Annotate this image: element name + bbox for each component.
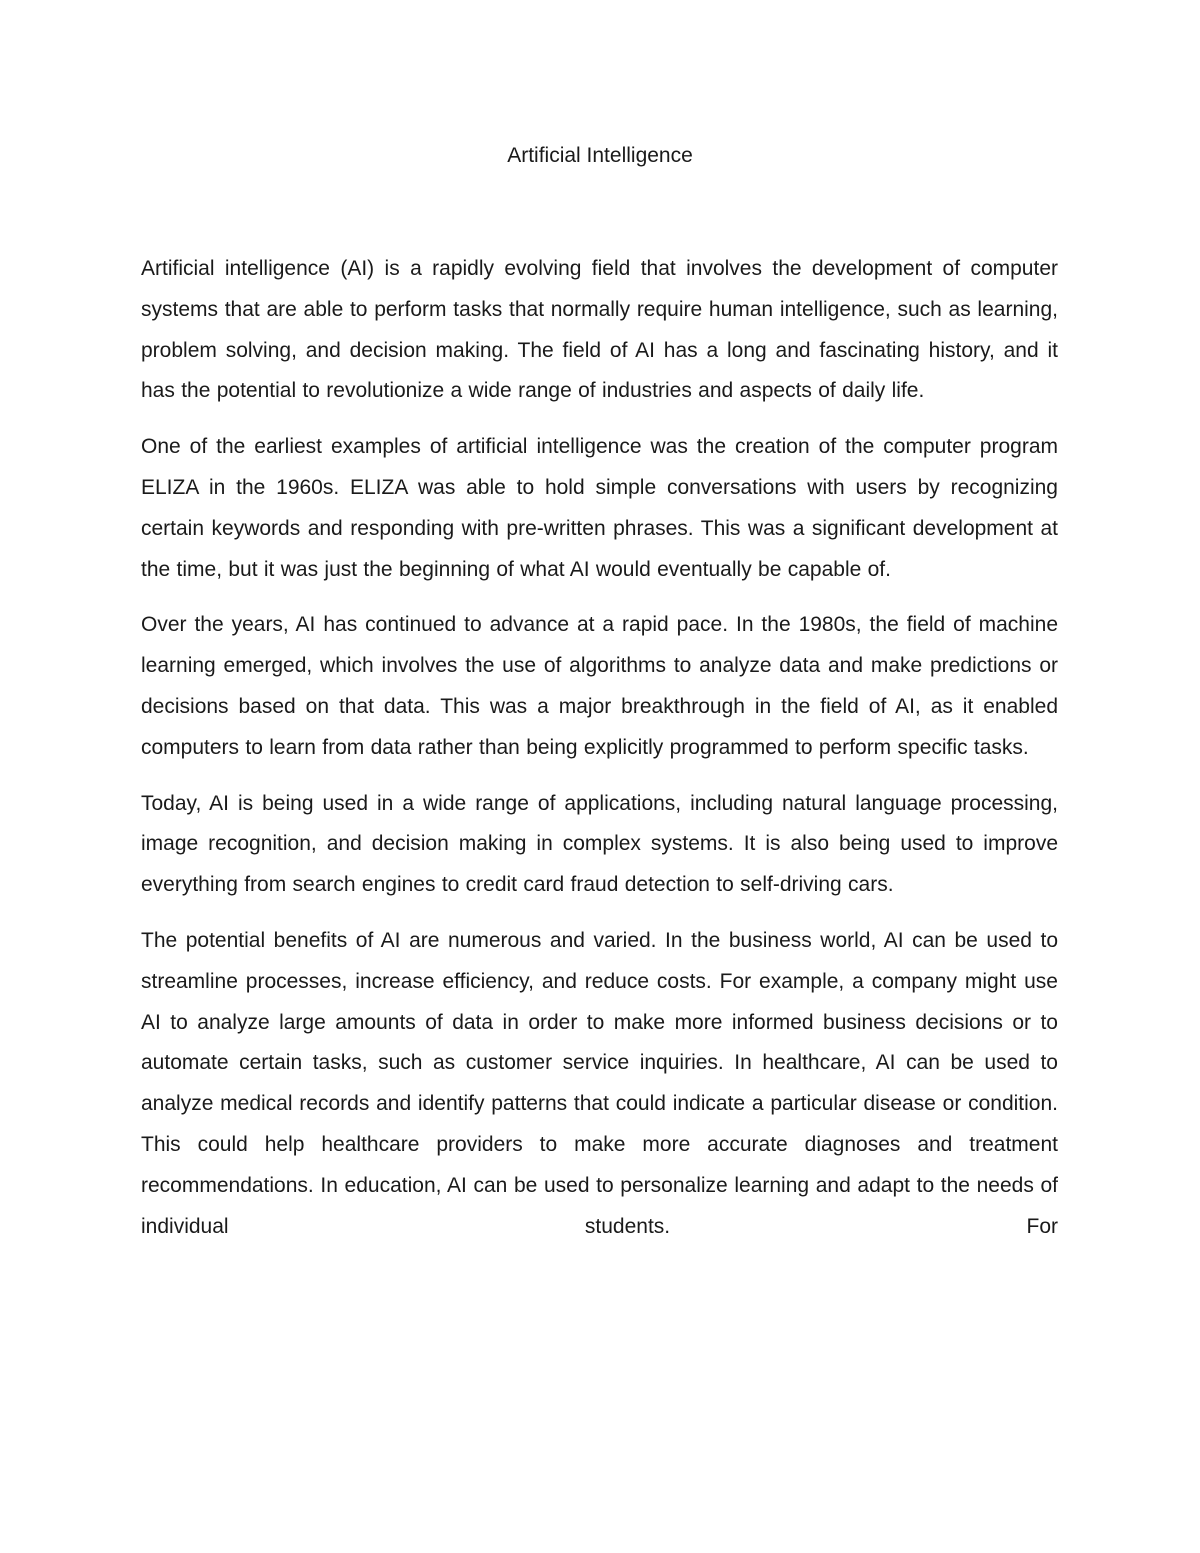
paragraph-benefits: The potential benefits of AI are numerous and varied. In the business world, AI can be used to streamline processes, increase efficiency, and reduce costs. For example, a company might use AI to analyze large amounts of data in order to make more informed business decisions or to automate certain tasks, such as customer service inquiries. In healthcare, AI can be used to analyze medical records and identify patterns that could indicate a particular disease or condition. This could help healthcare providers to make more accurate diagnoses and treatment recommendations. In education, AI can be used to personalize learning and adapt to the needs of individual students. For [141, 928, 1058, 1238]
paragraph-eliza: One of the earliest examples of artificial intelligence was the creation of the computer program ELIZA in the 1960s. ELIZA was able to hold simple conversations with users by recognizing certain keywords and responding with pre-written phrases. This was a significant development at the time, but it was just the beginning of what AI would eventually be capable of. [141, 435, 1058, 581]
document-body [141, 249, 1058, 1247]
paragraph-applications: Today, AI is being used in a wide range of applications, including natural language processing, image recognition, and decision making in complex systems. It is also being used to improve everything from search engines to credit card fraud detection to self-driving cars. [141, 791, 1058, 897]
paragraph-intro: Artificial intelligence (AI) is a rapidly evolving field that involves the development of computer systems that are able to perform tasks that normally require human intelligence, such as learning, problem solving, and decision making. The field of AI has a long and fascinating history, and it has the potential to revolutionize a wide range of industries and aspects of daily life. [141, 257, 1058, 403]
document-title: Artificial Intelligence [507, 144, 693, 167]
paragraph-machine-learning: Over the years, AI has continued to advance at a rapid pace. In the 1980s, the field of machine learning emerged, which involves the use of algorithms to analyze data and make predictions or decisions based on that data. This was a major breakthrough in the field of AI, as it enabled computers to learn from data rather than being explicitly programmed to perform specific tasks. [141, 613, 1058, 759]
